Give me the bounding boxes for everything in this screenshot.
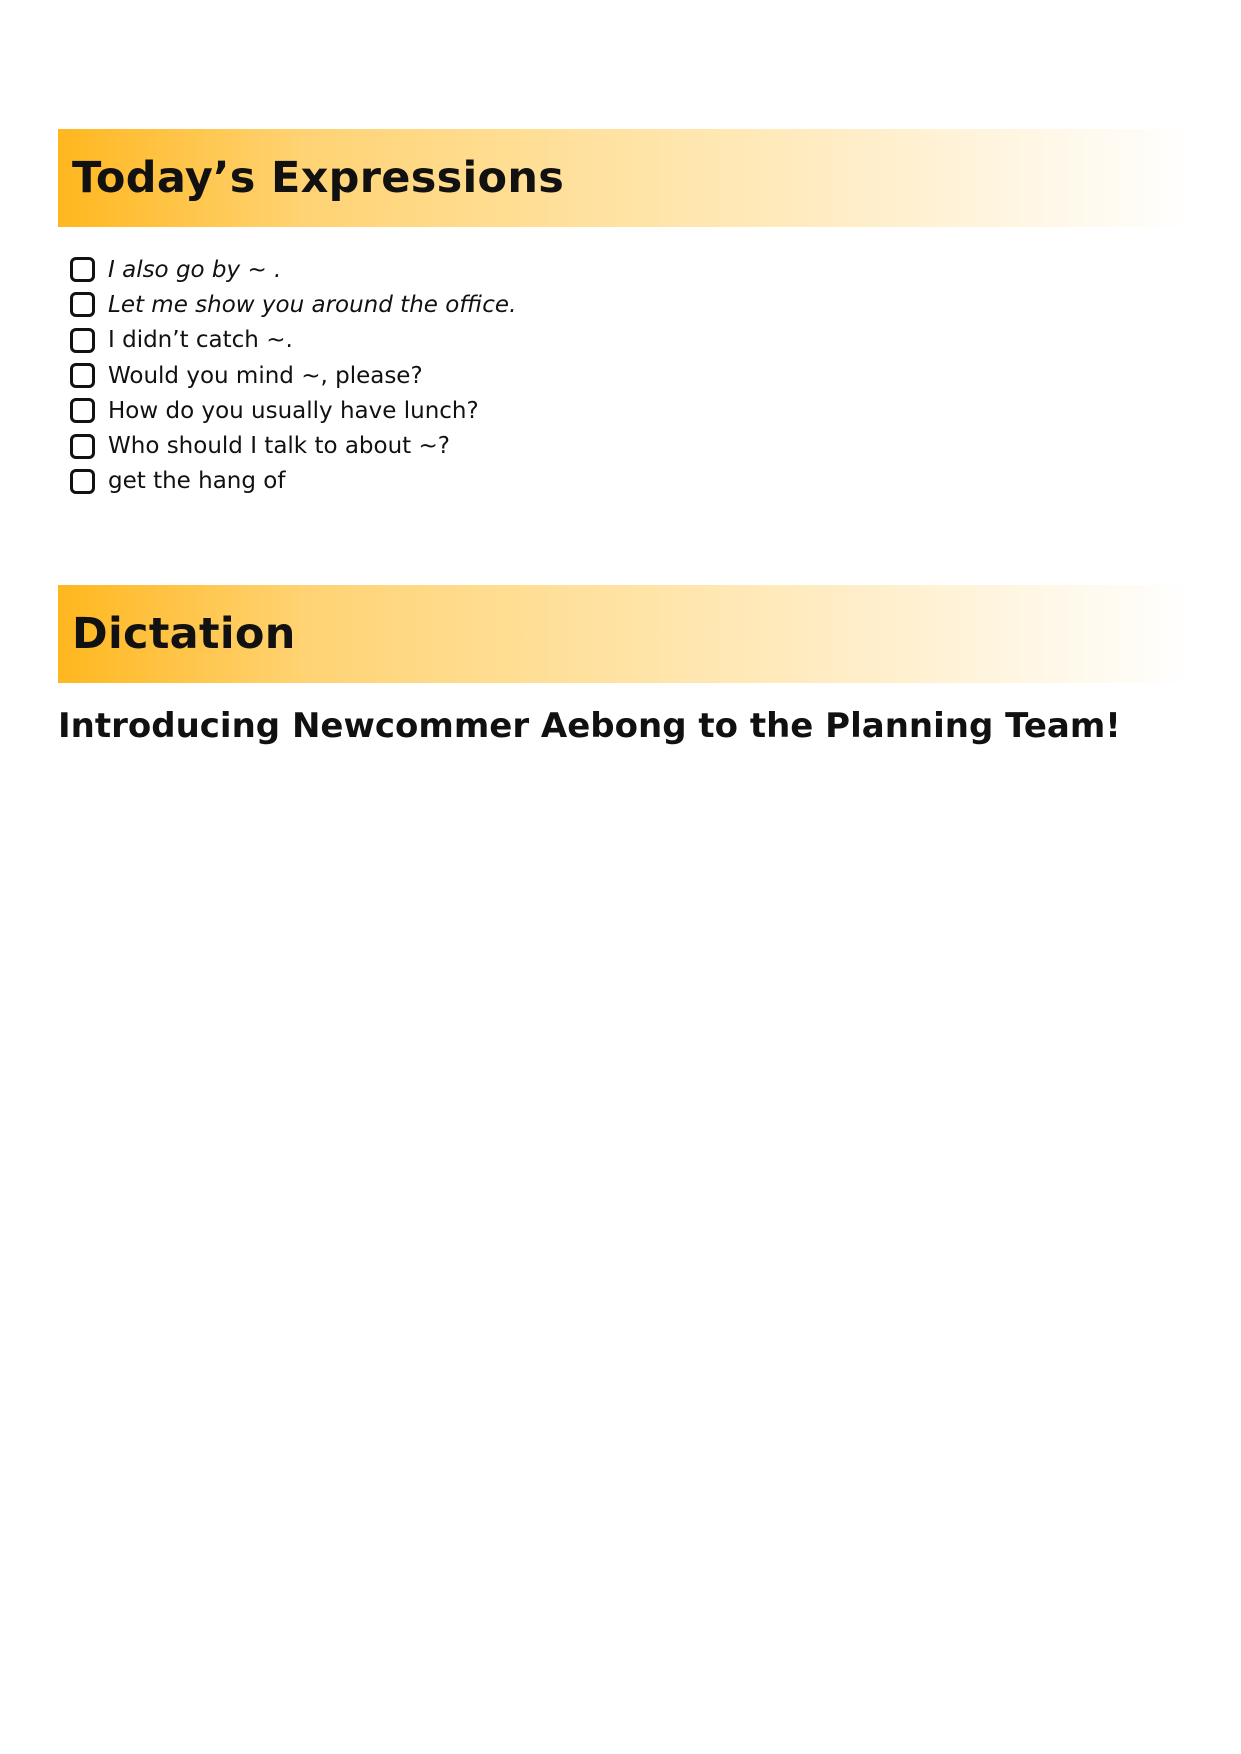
expression-item: [70, 464, 516, 499]
expression-text: Who should I talk to about ~?: [108, 433, 450, 460]
expression-text: I didn’t catch ~.: [108, 327, 293, 354]
checkbox[interactable]: [70, 292, 95, 317]
expression-item: [70, 358, 516, 393]
dictation-header-band: [58, 585, 1190, 683]
dictation-subtitle: Introducing Newcommer Aebong to the Planning Team!: [58, 706, 1121, 746]
expression-item: [70, 287, 516, 322]
expression-text: Would you mind ~, please?: [108, 362, 423, 389]
checkbox[interactable]: [70, 328, 95, 353]
expression-text: get the hang of: [108, 468, 286, 495]
expression-text: How do you usually have lunch?: [108, 397, 479, 424]
expression-item: [70, 393, 516, 428]
checkbox[interactable]: [70, 469, 95, 494]
expression-item: [70, 428, 516, 463]
checkbox[interactable]: [70, 398, 95, 423]
expression-item: [70, 252, 516, 287]
expressions-title: Today’s Expressions: [72, 153, 565, 203]
expressions-header-band: [58, 129, 1190, 227]
expression-item: [70, 323, 516, 358]
expression-text: I also go by ~ .: [108, 256, 282, 283]
expressions-checklist: [70, 252, 516, 499]
checkbox[interactable]: [70, 257, 95, 282]
checkbox[interactable]: [70, 434, 95, 459]
dictation-title: Dictation: [72, 609, 296, 659]
expression-text: Let me show you around the office.: [108, 291, 517, 318]
checkbox[interactable]: [70, 363, 95, 388]
